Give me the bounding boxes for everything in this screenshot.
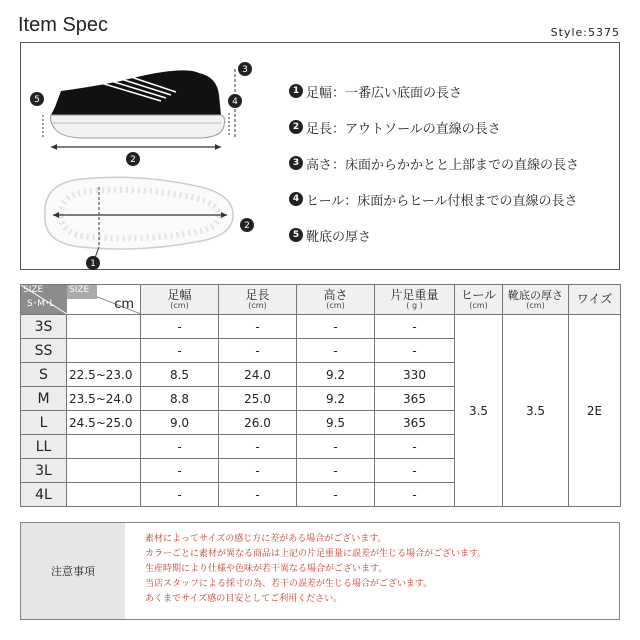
cell-cm [67, 459, 141, 483]
cell-cm [67, 483, 141, 507]
cell-width: - [141, 315, 219, 339]
sneaker-side-icon [51, 66, 225, 138]
cell-size: S [21, 363, 67, 387]
style-code: Style:5375 [550, 26, 620, 39]
cell-width: - [141, 339, 219, 363]
circled-5-icon: 5 [289, 228, 303, 242]
spec-panel [20, 42, 620, 270]
table-header-row [21, 285, 621, 315]
size-corner-header: SIZE S･M･L SIZE cm [21, 285, 141, 315]
svg-text:2: 2 [244, 221, 250, 231]
badge-3-icon [238, 62, 252, 76]
badge-4-icon [228, 94, 242, 108]
cell-cm [67, 339, 141, 363]
cell-sole: 3.5 [503, 315, 569, 507]
cell-cm: 22.5~23.0 [67, 363, 141, 387]
cell-cm [67, 315, 141, 339]
cell-length: 24.0 [219, 363, 297, 387]
cell-size: SS [21, 339, 67, 363]
page-title: Item Spec [18, 14, 109, 36]
note-item: 3 高さ：床面からかかとと上部までの直線の長さ [289, 145, 621, 181]
cell-width: 8.5 [141, 363, 219, 387]
badge-2-sole-icon [240, 218, 254, 232]
cell-width: 9.0 [141, 411, 219, 435]
circled-3-icon: 3 [289, 156, 303, 170]
cell-cm [67, 435, 141, 459]
cell-length: 25.0 [219, 387, 297, 411]
circled-4-icon: 4 [289, 192, 303, 206]
cell-height: - [297, 435, 375, 459]
cell-cm: 24.5~25.0 [67, 411, 141, 435]
circled-1-icon: 1 [289, 84, 303, 98]
cell-length: - [219, 459, 297, 483]
note-item: 1 足幅：一番広い底面の長さ [289, 73, 621, 109]
cell-size: L [21, 411, 67, 435]
cell-length: - [219, 435, 297, 459]
svg-text:5: 5 [34, 95, 40, 105]
cell-width: - [141, 483, 219, 507]
notice-text: 素材によってサイズの感じ方に差がある場合がございます。 カラーごとに素材が異なる商品は上記の片足重量に誤差が生じる場合がございます。 生産時期により仕様や色味が若干異なる場合がございます。 当店スタッフによる採寸の為、若干の誤差が生じる場合がございます。 あくまでサイズ感の目安としてご利用ください。 [145, 534, 487, 604]
size-table [20, 284, 621, 507]
sole-top-icon [45, 177, 233, 249]
cell-width: - [141, 435, 219, 459]
badge-5-icon [30, 92, 44, 106]
badge-2-top-icon [126, 152, 140, 166]
col-header-length: 足長 (cm) [219, 285, 297, 315]
measurement-notes [289, 73, 621, 253]
cell-weight: - [375, 339, 455, 363]
cell-cm: 23.5~24.0 [67, 387, 141, 411]
cell-size: 3S [21, 315, 67, 339]
cell-size: 4L [21, 483, 67, 507]
cell-height: 9.2 [297, 387, 375, 411]
cell-size: M [21, 387, 67, 411]
cell-width: - [141, 459, 219, 483]
notice-box [20, 522, 620, 620]
svg-text:3: 3 [242, 65, 248, 75]
note-item: 5 靴底の厚さ [289, 217, 621, 253]
cell-length: - [219, 315, 297, 339]
cell-height: - [297, 315, 375, 339]
cell-wise: 2E [569, 315, 621, 507]
cell-length: 26.0 [219, 411, 297, 435]
badge-1-icon [86, 256, 100, 270]
table-row [21, 315, 621, 339]
table-body [21, 315, 621, 507]
cell-height: - [297, 459, 375, 483]
col-header-wise: ワイズ [569, 285, 621, 315]
note-item: 2 足長：アウトソールの直線の長さ [289, 109, 621, 145]
col-header-sole: 靴底の厚さ (cm) [503, 285, 569, 315]
cell-weight: 365 [375, 387, 455, 411]
svg-text:4: 4 [232, 97, 238, 107]
cell-weight: - [375, 483, 455, 507]
cell-height: 9.5 [297, 411, 375, 435]
col-header-height: 高さ (cm) [297, 285, 375, 315]
col-header-heel: ヒール (cm) [455, 285, 503, 315]
cell-size: LL [21, 435, 67, 459]
cell-weight: 330 [375, 363, 455, 387]
cell-length: - [219, 339, 297, 363]
svg-text:2: 2 [130, 155, 136, 165]
col-header-width: 足幅 (cm) [141, 285, 219, 315]
circled-2-icon: 2 [289, 120, 303, 134]
notice-label: 注意事項 [21, 523, 125, 619]
cell-height: - [297, 483, 375, 507]
cell-weight: - [375, 315, 455, 339]
cell-weight: - [375, 435, 455, 459]
cell-weight: - [375, 459, 455, 483]
cell-heel: 3.5 [455, 315, 503, 507]
cell-size: 3L [21, 459, 67, 483]
cell-height: 9.2 [297, 363, 375, 387]
cell-height: - [297, 339, 375, 363]
note-item: 4 ヒール：床面からヒール付根までの直線の長さ [289, 181, 621, 217]
shoe-diagram [21, 43, 291, 271]
cell-weight: 365 [375, 411, 455, 435]
shoe-illustration [21, 43, 291, 271]
cell-width: 8.8 [141, 387, 219, 411]
col-header-weight: 片足重量 ( g ) [375, 285, 455, 315]
svg-text:1: 1 [90, 259, 96, 269]
cell-length: - [219, 483, 297, 507]
